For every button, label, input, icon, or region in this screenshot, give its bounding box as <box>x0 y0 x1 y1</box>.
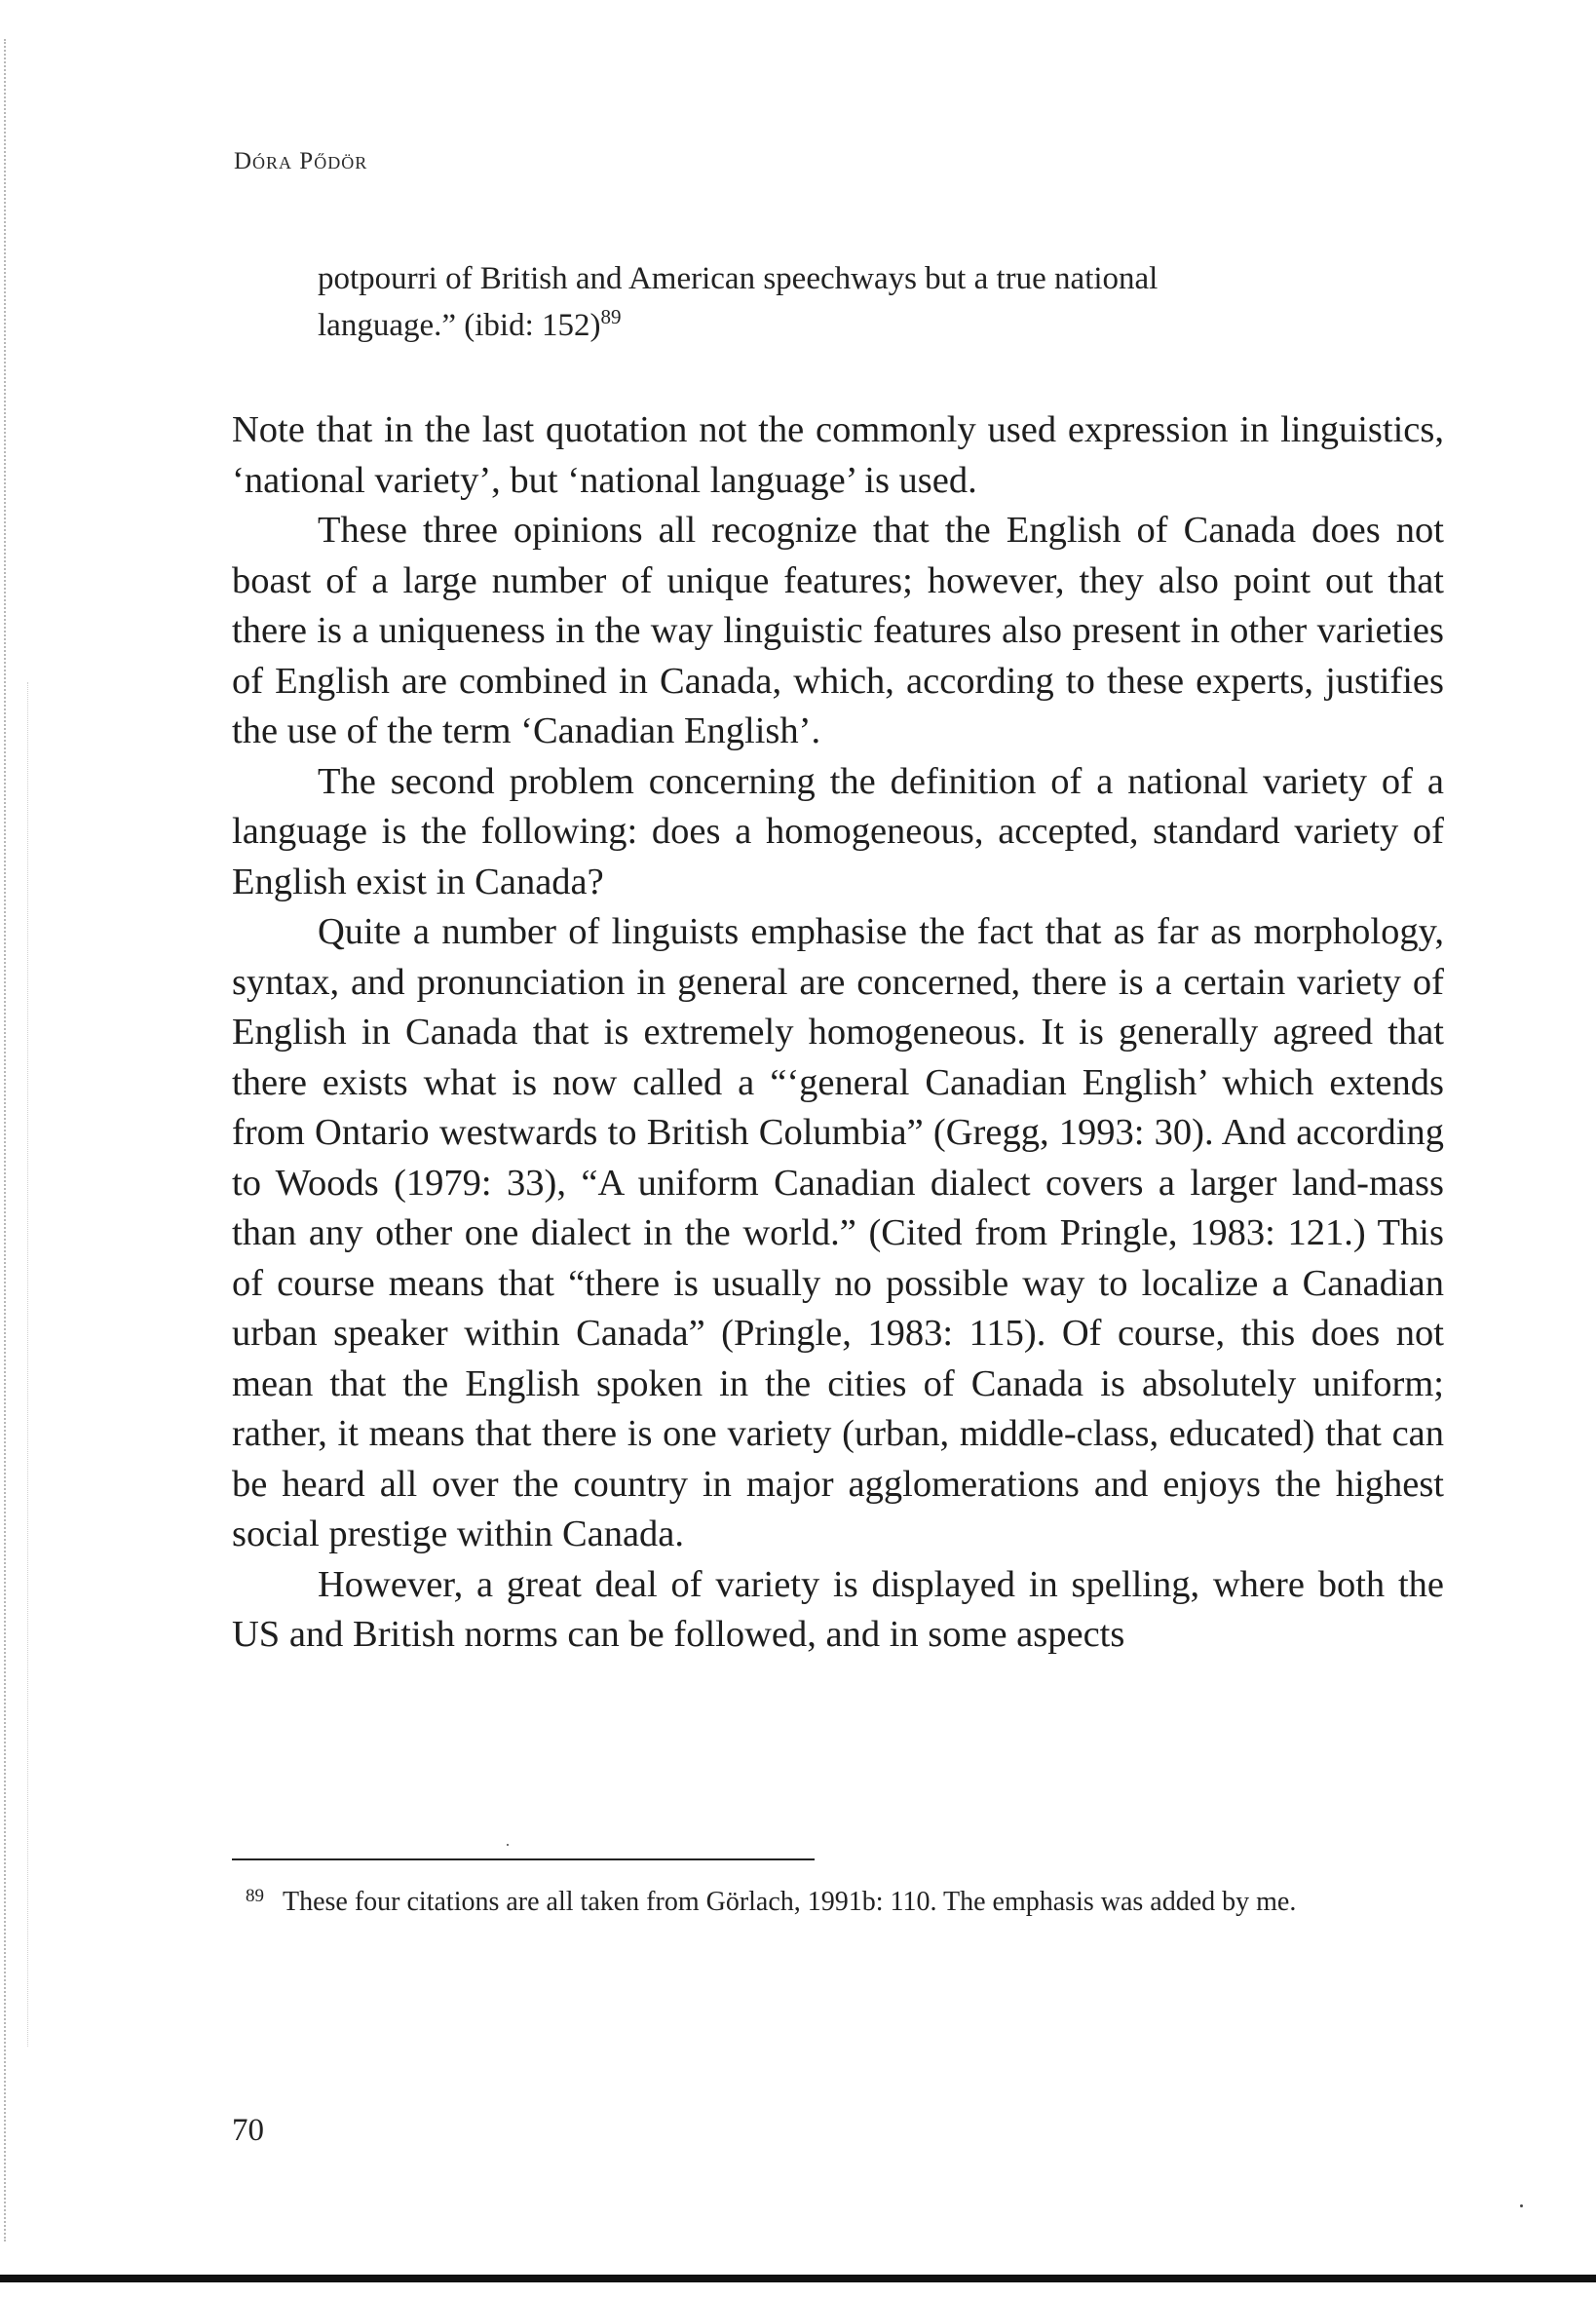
quote-line-2-text: language.” (ibid: 152) <box>318 308 601 343</box>
running-head: Dóra Pődör <box>234 148 368 174</box>
scan-speck <box>1520 2204 1523 2207</box>
scan-bottom-edge <box>0 2275 1596 2282</box>
quote-line-1: potpourri of British and American speechways but a true national <box>318 261 1159 296</box>
footnote-reference: 89 <box>600 305 622 328</box>
footnote-separator <box>232 1858 815 1860</box>
scan-speck <box>507 1844 509 1846</box>
footnote-text: These four citations are all taken from Görlach, 1991b: 110. The emphasis was added by me. <box>283 1887 1297 1917</box>
paragraph-4: Quite a number of linguists emphasise the fact that as far as morphology, syntax, and pronunciation in general are concerned, there is a certain variety of English in Canada that is extremely homogeneous. It is generally agreed that there exists what is now called a “‘general Canadian English’ which extends from Ontario westwards to British Columbia” (Gregg, 1993: 30). And according to Woods (1979: 33), “A uniform Canadian dialect covers a larger land-mass than any other one dialect in the world.” (Cited from Pringle, 1983: 121.) This of course means that “there is usually no possible way to localize a Canadian urban speaker within Canada” (Pringle, 1983: 115). Of course, this does not mean that the English spoken in the cities of Canada is absolutely uniform; rather, it means that there is one variety (urban, middle-class, educated) that can be heard all over the country in major agglomerations and enjoys the highest social prestige within Canada. <box>232 911 1444 1554</box>
paragraph-2: These three opinions all recognize that the English of Canada does not boast of a large number of unique features; however, they also point out that there is a uniqueness in the way linguistic features also present in other varieties of English are combined in Canada, which, according to these experts, justifies the use of the term ‘Canadian English’. <box>232 510 1444 751</box>
paragraph-1: Note that in the last quotation not the commonly used expression in linguistics, ‘national variety’, but ‘national language’ is used. <box>232 409 1444 501</box>
scan-edge-artifact <box>4 39 6 2241</box>
scan-edge-artifact-inner <box>27 682 28 2047</box>
footnote <box>232 1883 1444 1922</box>
paragraph-3: The second problem concerning the definition of a national variety of a language is the following: does a homogeneous, accepted, standard variety of English exist in Canada? <box>232 760 1444 902</box>
paragraph-5: However, a great deal of variety is displayed in spelling, where both the US and British norms can be followed, and in some aspects <box>232 1563 1444 1655</box>
body-text <box>232 405 1444 1661</box>
page-number: 70 <box>232 2113 264 2148</box>
footnote-number: 89 <box>246 1886 264 1906</box>
block-quote-continuation <box>318 255 1370 349</box>
quote-line-2 <box>318 302 1370 349</box>
